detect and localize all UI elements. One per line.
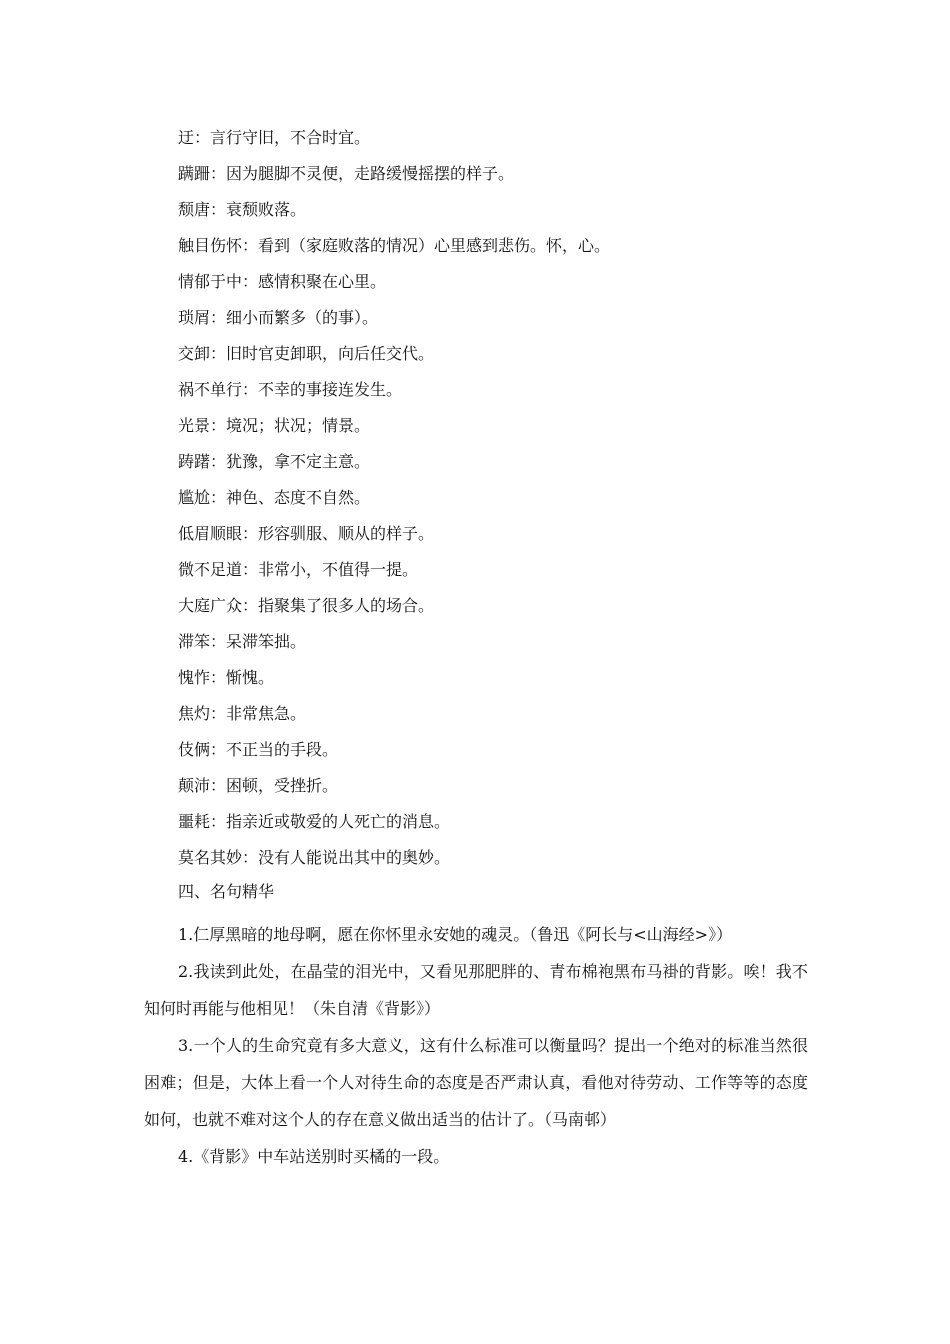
vocabulary-entry: 尴尬：神色、态度不自然。 — [178, 488, 371, 507]
vocabulary-entry: 愧怍：惭愧。 — [178, 668, 275, 687]
vocabulary-entry: 蹒跚：因为腿脚不灵便，走路缓慢摇摆的样子。 — [178, 164, 515, 183]
quote-paragraph: 4.《背影》中车站送别时买橘的一段。 — [178, 1147, 450, 1166]
vocabulary-entry: 交卸：旧时官吏卸职，向后任交代。 — [178, 344, 435, 363]
vocabulary-list — [178, 124, 818, 880]
vocabulary-entry: 噩耗：指亲近或敬爱的人死亡的消息。 — [178, 812, 451, 831]
quote-paragraph: 2.我读到此处，在晶莹的泪光中，又看见那肥胖的、青布棉袍黑布马褂的背影。唉！我不知何时再能与他相见！（朱自清《背影》） — [144, 962, 808, 1018]
vocabulary-entry: 大庭广众：指聚集了很多人的场合。 — [178, 596, 435, 615]
vocabulary-entry: 莫名其妙：没有人能说出其中的奥妙。 — [178, 848, 451, 867]
vocabulary-entry: 伎俩：不正当的手段。 — [178, 740, 339, 759]
vocabulary-entry: 微不足道：非常小，不值得一提。 — [178, 560, 419, 579]
section-heading: 四、名句精华 — [178, 882, 275, 901]
vocabulary-entry: 迂：言行守旧，不合时宜。 — [178, 128, 371, 147]
quote-list — [144, 916, 808, 1175]
vocabulary-entry: 低眉顺眼：形容驯服、顺从的样子。 — [178, 524, 435, 543]
vocabulary-entry: 焦灼：非常焦急。 — [178, 704, 307, 723]
quote-paragraph: 3.一个人的生命究竟有多大意义，这有什么标准可以衡量吗？提出一个绝对的标准当然很困难；但是，大体上看一个人对待生命的态度是否严肃认真，看他对待劳动、工作等等的态度如何，也就不难对这个人的存在意义做出适当的估计了。（马南邨） — [144, 1036, 808, 1129]
vocabulary-entry: 触目伤怀：看到（家庭败落的情况）心里感到悲伤。怀，心。 — [178, 236, 611, 255]
vocabulary-entry: 光景：境况；状况；情景。 — [178, 416, 371, 435]
vocabulary-entry: 琐屑：细小而繁多（的事）。 — [178, 308, 379, 327]
vocabulary-entry: 颓唐：衰颓败落。 — [178, 200, 307, 219]
quote-paragraph: 1.仁厚黑暗的地母啊，愿在你怀里永安她的魂灵。（鲁迅《阿长与<山海经>》） — [178, 925, 733, 944]
vocabulary-entry: 祸不单行：不幸的事接连发生。 — [178, 380, 403, 399]
vocabulary-entry: 滞笨：呆滞笨拙。 — [178, 632, 307, 651]
vocabulary-entry: 颠沛：困顿，受挫折。 — [178, 776, 339, 795]
vocabulary-entry: 情郁于中：感情积聚在心里。 — [178, 272, 387, 291]
vocabulary-entry: 踌躇：犹豫，拿不定主意。 — [178, 452, 371, 471]
